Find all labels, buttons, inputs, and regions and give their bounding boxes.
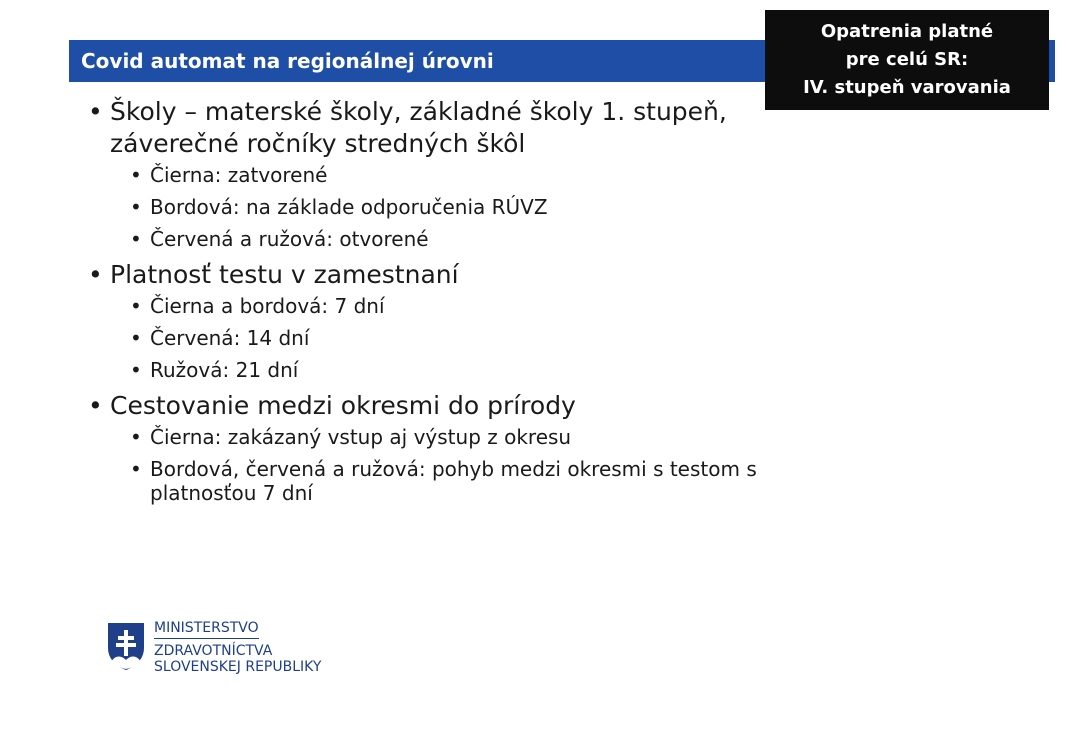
sub-bullet: • Bordová: na základe odporučenia RÚVZ	[130, 195, 758, 219]
sub-bullet: • Červená: 14 dní	[130, 326, 758, 350]
logo-text-line: MINISTERSTVO	[154, 620, 259, 639]
bullet-item	[88, 390, 758, 505]
sub-bullet: • Bordová, červená a ružová: pohyb medzi okresmi s testom s platnosťou 7 dní	[130, 457, 758, 505]
notice-box	[765, 10, 1049, 110]
logo-text-line: SLOVENSKEJ REPUBLIKY	[154, 659, 322, 675]
sub-bullet: • Ružová: 21 dní	[130, 358, 758, 382]
bullet-item	[88, 259, 758, 382]
bullet-list	[88, 96, 758, 513]
notice-line: pre celú SR:	[845, 49, 969, 70]
notice-line: IV. stupeň varovania	[803, 77, 1011, 98]
slide-title: Covid automat na regionálnej úrovni	[81, 49, 494, 73]
sub-bullet: • Červená a ružová: otvorené	[130, 227, 758, 251]
logo-text-line: ZDRAVOTNÍCTVA	[154, 643, 273, 659]
sub-bullet: • Čierna a bordová: 7 dní	[130, 294, 758, 318]
bullet-title: • Platnosť testu v zamestnaní	[110, 260, 459, 289]
bullet-item	[88, 96, 758, 251]
sub-bullet: • Čierna: zakázaný vstup aj výstup z okresu	[130, 425, 758, 449]
bullet-title: • Školy – materské školy, základné školy 1. stupeň, záverečné ročníky stredných škôl	[110, 97, 727, 158]
coat-of-arms-icon	[107, 622, 145, 670]
bullet-title: • Cestovanie medzi okresmi do prírody	[110, 391, 576, 420]
sub-bullet: • Čierna: zatvorené	[130, 163, 758, 187]
notice-line: Opatrenia platné	[820, 21, 994, 42]
